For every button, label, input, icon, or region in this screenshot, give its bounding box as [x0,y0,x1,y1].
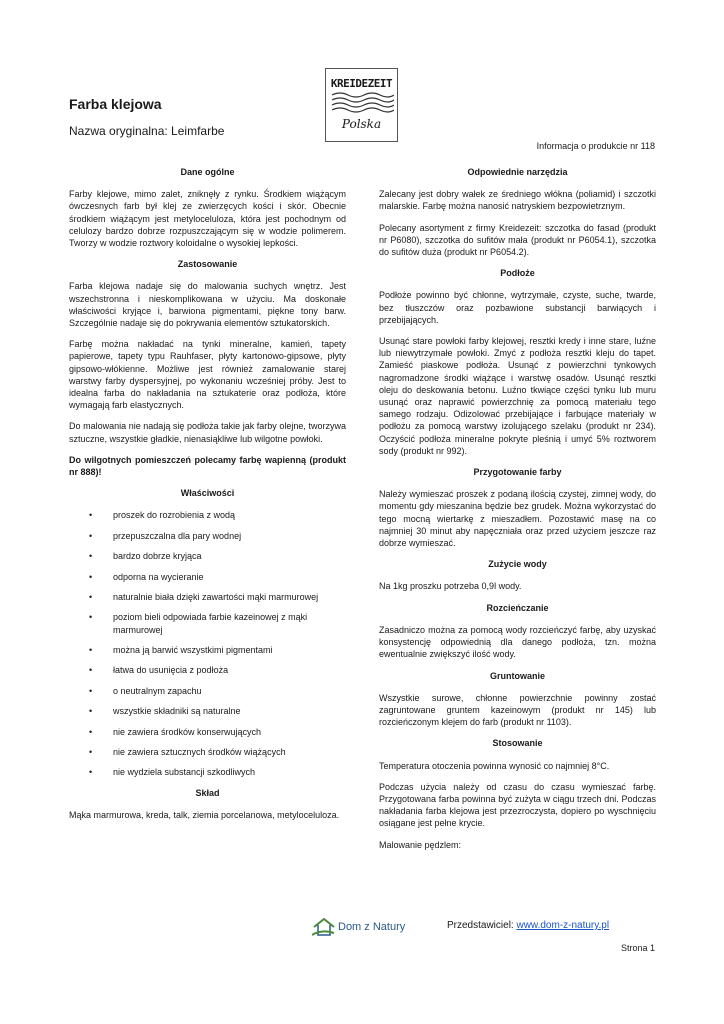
list-item: • o neutralnym zapachu [69,685,346,697]
paragraph: Podczas użycia należy od czasu do czasu wymieszać farbę. Przygotowana farba powinna być zużyta w ciągu trzech dni. Podczas nakładania farba klejowa jest przezroczysta, dopiero po wyschnięciu osiągane jest pełne krycie. [379,781,656,829]
section-heading: Podłoże [500,268,535,279]
paragraph: Wszystkie surowe, chłonne powierzchnie powinny zostać zagruntowane gruntem kazeinowym (produkt nr 145) lub rozcieńczonym klejem do farb (produkt nr 1103). [379,692,656,728]
section-heading: Właściwości [180,488,235,499]
original-name: Nazwa oryginalna: Leimfarbe [69,124,225,138]
paragraph: Temperatura otoczenia powinna wynosić co najmniej 8°C. [379,760,610,771]
list-item: • można ją barwić wszystkimi pigmentami [69,644,346,656]
paragraph: Podłoże powinno być chłonne, wytrzymałe, czyste, suche, twarde, bez tłuszczów oraz pozbawione substancji barwiących i przebijających. [379,290,656,325]
representative [447,920,609,931]
paragraph: Do malowania nie nadają się podłoża takie jak farby olejne, tworzywa sztuczne, wszystkie gładkie, nienasiąkliwe lub wilgotne powłoki. [69,421,346,444]
paragraph: Należy wymieszać proszek z podaną ilością czystej, zimnej wody, do momentu gdy mieszanina będzie bez grudek. Można wykorzystać do tego mocną wiertarkę z mieszadłem. Pozostawić masę na co najmniej 30 minut aby napęczniała oraz przed użyciem jeszcze raz dobrze wymieszać. [379,489,656,549]
list-item: • odporna na wycieranie [69,571,346,583]
list-item: • wszystkie składniki są naturalne [69,705,346,717]
footer-logo-text: Dom z Natury [338,921,406,933]
section-heading: Zastosowanie [177,259,238,270]
list-item: • proszek do rozrobienia z wodą [69,509,346,521]
paragraph: Zalecany jest dobry wałek ze średniego włókna (poliamid) i szczotki malarskie. Farbę można nanosić natryskiem bezpowietrznym. [379,189,656,212]
section-heading: Zużycie wody [488,559,547,570]
representative-label: Przedstawiciel: [447,920,517,931]
paragraph: Polecany asortyment z firmy Kreidezeit: szczotka do fasad (produkt nr P6080), szczotka do sufitów mała (produkt nr P6054.1), szczotka do sufitów duża (produkt nr P6054.2). [379,222,656,258]
list-item: • poziom bieli odpowiada farbie kazeinowej z mąki marmurowej [69,611,346,635]
section-heading: Odpowiednie narzędzia [467,167,568,177]
section-heading: Przygotowanie farby [473,467,562,478]
recommendation-note: Do wilgotnych pomieszczeń polecamy farbę wapienną (produkt nr 888)! [69,454,346,478]
list-item: • naturalnie biała dzięki zawartości mąki marmurowej [69,591,346,603]
list-item: • nie zawiera środków konserwujących [69,726,346,738]
paragraph: Mąka marmurowa, kreda, talk, ziemia porcelanowa, metyloceluloza. [69,809,340,820]
paragraph: Zasadniczo można za pomocą wody rozcieńczyć farbę, aby uzyskać konsystencję odpowiednią dla danego podłoża, tzn. można ewentualnie zwiększyć ilość wody. [379,624,656,660]
paragraph: Farbę można nakładać na tynki mineralne, kamień, tapety papierowe, tapety typu Rauhfaser, płyty kartonowo-gipsowe, płyty gipsowo-włókienne. Możliwe jest również zamalowanie starej warstwy farby dyspersyjnej, po wykonaniu wcześniej próby. Jest to idealna farba do nakładania na sztukaterie oraz podłoża, które wymagają farb elastycznych. [69,339,346,411]
left-column [69,166,346,830]
section-heading: Rozcieńczanie [486,602,549,613]
section-heading: Dane ogólne [180,167,235,177]
properties-list [69,509,346,778]
logo-wave-icon [330,91,394,113]
document-title: Farba klejowa [69,96,162,112]
right-column [379,166,656,860]
list-item: • przepuszczalna dla pary wodnej [69,530,346,542]
kreidezeit-logo [325,68,398,142]
paragraph: Farba klejowa nadaje się do malowania suchych wnętrz. Jest wszechstronna i nieskomplikowana w użyciu. Ma doskonałe właściwości kryjące i, barwiona pigmentami, piękne tony barw. Szczególnie nadaje się do pokrywania elementów sztukatorskich. [69,281,346,329]
section-heading: Stosowanie [492,738,543,749]
section-heading: Gruntowanie [489,670,545,681]
product-info-number: Informacja o produkcie nr 118 [536,141,655,151]
list-item: • łatwa do usunięcia z podłoża [69,664,346,676]
page-number: Strona 1 [620,943,655,953]
paragraph: Malowanie pędzlem: [379,839,462,850]
list-item: • nie zawiera sztucznych środków wiążących [69,746,346,758]
paragraph: Usunąć stare powłoki farby klejowej, resztki kredy i inne stare, luźne lub niewytrzymałe powłoki. Zmyć z podłoża resztki kleju do tapet. Zamieść piaskowe podłoża. Usunąć z powierzchni tynkowych nagromadzone środki wiążące i warstwę osadów. Usunąć resztki oleju do deskowania betonu. Luźno tkwiące części tynku lub muru usunąć oraz naprawić powierzchnię za pomocą materiału tego samego rodzaju. Odizolować przebijające i farbujące materiały w podłożu za pomocą warstwy izolującego szelaku (produkt nr 234). Oczyścić podłoża mineralne pokryte pleśnią i umyć 5% roztworem sody (produkt nr 992). [379,336,656,456]
logo-subtitle: Polska [341,117,382,131]
paragraph: Na 1kg proszku potrzeba 0,9l wody. [379,581,522,592]
logo-wordmark: KREIDEZEIT [330,77,393,90]
paragraph: Farby klejowe, mimo zalet, zniknęły z rynku. Środkiem wiążącym ówczesnych farb był klej ze zwierzęcych kości i skór. Obecnie środkiem wiążącym jest metyloceluloza, która jest pochodnym od celulozy bardzo dobrze rozpuszczającym się w wodzie polimerem. Tworzy w wodzie roztwory koloidalne o wysokiej lepkości. [69,189,346,249]
section-heading: Skład [195,787,220,798]
dom-z-natury-logo [312,913,414,939]
representative-link[interactable]: www.dom-z-natury.pl [516,920,610,931]
list-item: • nie wydziela substancji szkodliwych [69,766,346,778]
list-item: • bardzo dobrze kryjąca [69,550,346,562]
